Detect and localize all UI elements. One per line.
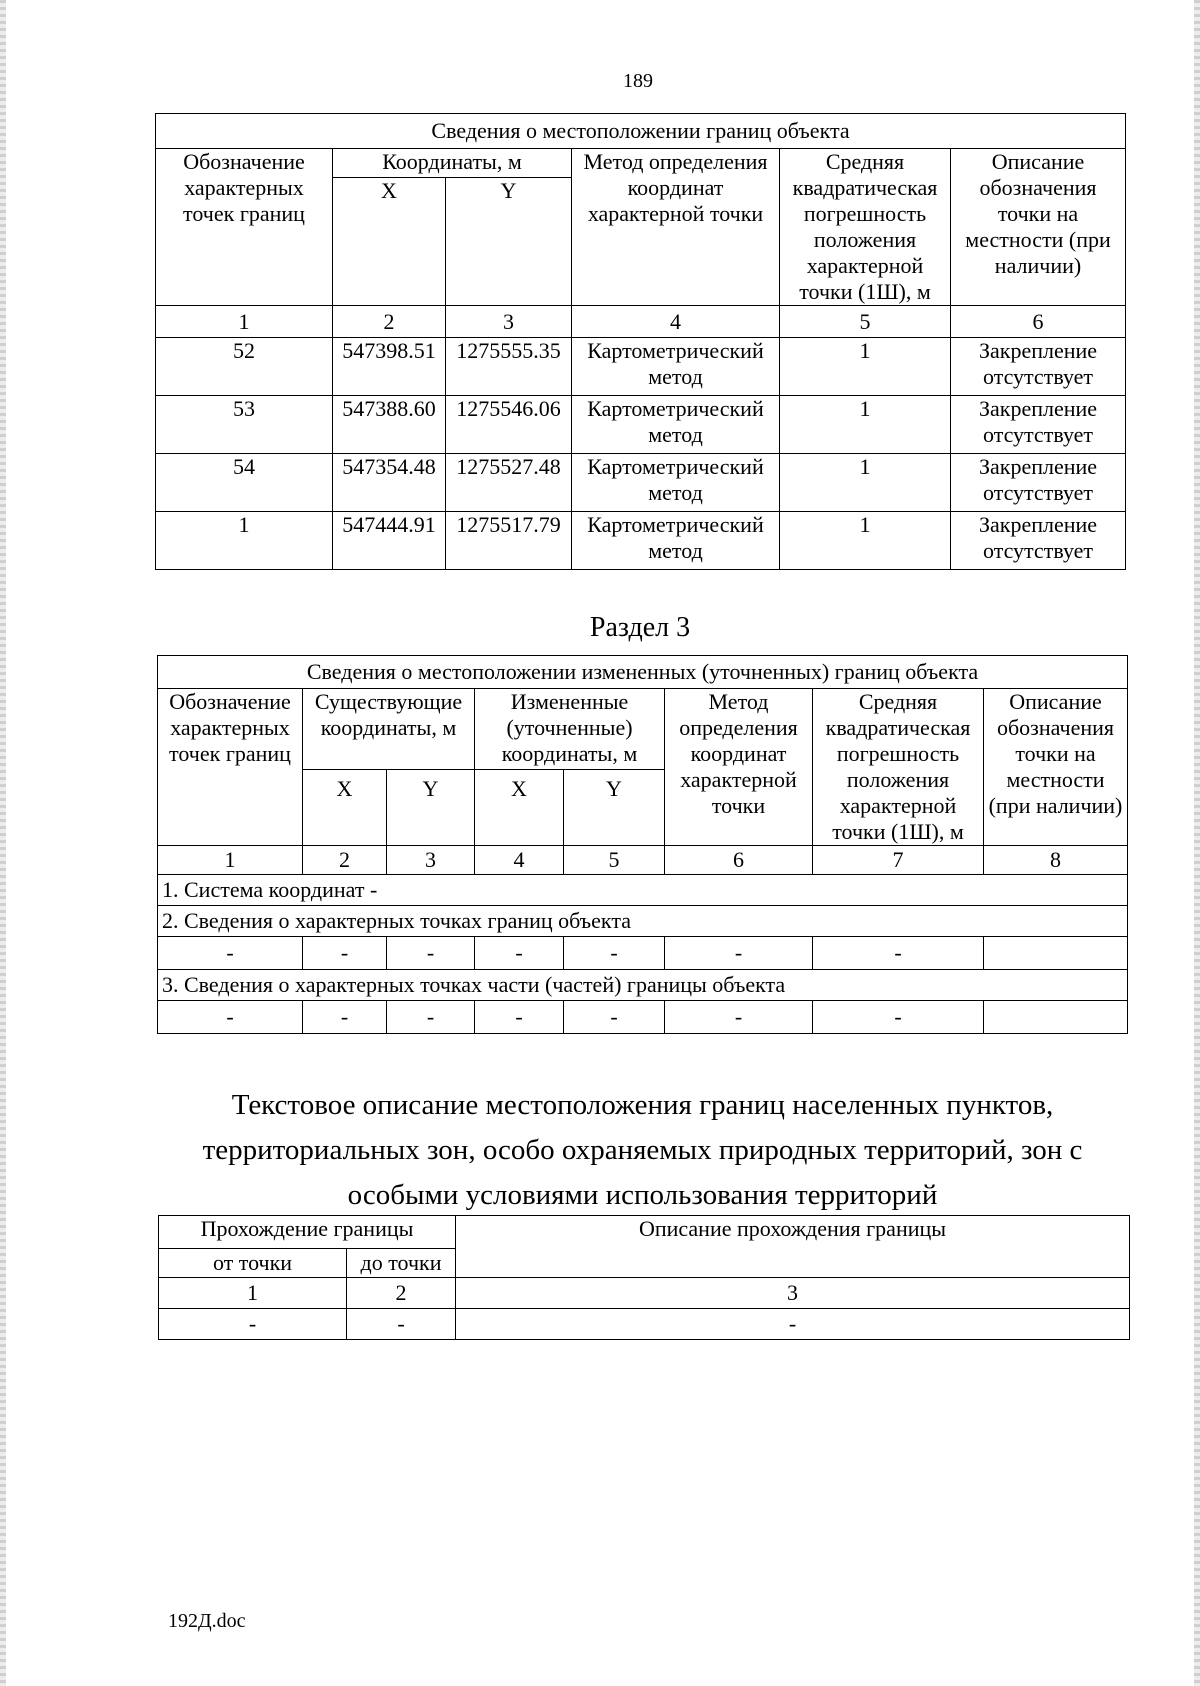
header-error: Средняя квадратическая погрешность положения характерной точки (1Ш), м	[780, 149, 951, 306]
header-method: Метод определения координат характерной точки	[665, 689, 813, 846]
header-y: Y	[446, 178, 572, 306]
cell-method: Картометрический метод	[572, 512, 780, 570]
cell-point: 1	[156, 512, 333, 570]
cell-empty: -	[303, 1001, 387, 1034]
column-number: 6	[951, 306, 1126, 338]
cell-empty: -	[564, 1001, 665, 1034]
header-existing-coordinates: Существующие координаты, м	[303, 689, 475, 770]
cell-empty: -	[158, 1001, 303, 1034]
header-changed-coordinates: Измененные (уточненные) координаты, м	[475, 689, 665, 770]
footer-filename: 192Д.doc	[168, 1610, 246, 1632]
table-row	[158, 1001, 1128, 1034]
cell-point: 54	[156, 454, 333, 512]
cell-y: 1275546.06	[446, 396, 572, 454]
column-number: 5	[564, 846, 665, 875]
subsection-boundary-points: 2. Сведения о характерных точках границ объекта	[158, 906, 1128, 937]
header-description: Описание обозначения точки на местности (при наличии)	[984, 689, 1128, 846]
column-number: 8	[984, 846, 1128, 875]
cell-description: Закрепление отсутствует	[951, 338, 1126, 396]
cell-y: 1275555.35	[446, 338, 572, 396]
cell-description: Закрепление отсутствует	[951, 512, 1126, 570]
column-number: 1	[159, 1278, 347, 1309]
header-passage: Прохождение границы	[159, 1216, 456, 1249]
scan-edge-right	[1194, 0, 1200, 1686]
cell-empty: -	[475, 937, 564, 970]
column-number: 4	[572, 306, 780, 338]
header-method: Метод определения координат характерной точки	[572, 149, 780, 306]
cell-empty: -	[387, 937, 475, 970]
header-x: X	[475, 770, 564, 846]
table-caption: Сведения о местоположении границ объекта	[156, 114, 1126, 149]
cell-method: Картометрический метод	[572, 454, 780, 512]
cell-point: 53	[156, 396, 333, 454]
scan-edge-left	[0, 0, 6, 1686]
cell-y: 1275517.79	[446, 512, 572, 570]
table-row	[159, 1309, 1130, 1340]
column-number: 1	[156, 306, 333, 338]
cell-x: 547388.60	[333, 396, 446, 454]
column-number: 3	[387, 846, 475, 875]
table-row	[156, 338, 1126, 396]
column-number: 2	[303, 846, 387, 875]
cell-x: 547398.51	[333, 338, 446, 396]
header-x: X	[303, 770, 387, 846]
cell-empty: -	[387, 1001, 475, 1034]
cell-empty: -	[665, 1001, 813, 1034]
header-passage-description: Описание прохождения границы	[456, 1216, 1130, 1278]
cell-description: Закрепление отсутствует	[951, 454, 1126, 512]
table-row	[156, 396, 1126, 454]
header-error: Средняя квадратическая погрешность положения характерной точки (1Ш), м	[813, 689, 984, 846]
header-coordinates: Координаты, м	[333, 149, 572, 178]
cell-empty: -	[813, 937, 984, 970]
cell-point: 52	[156, 338, 333, 396]
column-number: 6	[665, 846, 813, 875]
header-to-point: до точки	[347, 1249, 456, 1278]
page-number: 189	[623, 70, 653, 92]
cell-error: 1	[780, 338, 951, 396]
text-description-heading: Текстовое описание местоположения границ населенных пунктов, территориальных зон, особо охраняемых природных территорий, зон с особыми условиями использования территорий	[202, 1089, 1083, 1211]
header-from-point: от точки	[159, 1249, 347, 1278]
cell-empty: -	[475, 1001, 564, 1034]
cell-method: Картометрический метод	[572, 396, 780, 454]
column-number: 2	[347, 1278, 456, 1309]
cell-empty: -	[159, 1309, 347, 1340]
table-row	[156, 454, 1126, 512]
cell-x: 547354.48	[333, 454, 446, 512]
table-row	[158, 937, 1128, 970]
cell-error: 1	[780, 512, 951, 570]
boundary-passage-table	[158, 1215, 1130, 1340]
column-number: 7	[813, 846, 984, 875]
cell-error: 1	[780, 396, 951, 454]
cell-description: Закрепление отсутствует	[951, 396, 1126, 454]
cell-empty: -	[813, 1001, 984, 1034]
header-designation: Обозначение характерных точек границ	[158, 689, 303, 846]
cell-x: 547444.91	[333, 512, 446, 570]
cell-empty: -	[456, 1309, 1130, 1340]
cell-empty: -	[665, 937, 813, 970]
header-designation: Обозначение характерных точек границ	[156, 149, 333, 306]
boundary-location-table	[155, 113, 1126, 570]
cell-y: 1275527.48	[446, 454, 572, 512]
changed-boundary-table	[157, 655, 1128, 1034]
cell-empty	[984, 1001, 1128, 1034]
column-number: 5	[780, 306, 951, 338]
header-description: Описание обозначения точки на местности (при наличии)	[951, 149, 1126, 306]
header-y: Y	[564, 770, 665, 846]
subsection-part-boundary-points: 3. Сведения о характерных точках части (частей) границы объекта	[158, 970, 1128, 1001]
column-number: 3	[446, 306, 572, 338]
column-number: 4	[475, 846, 564, 875]
table-row	[156, 512, 1126, 570]
subsection-coordinate-system: 1. Система координат -	[158, 875, 1128, 906]
cell-error: 1	[780, 454, 951, 512]
cell-empty: -	[347, 1309, 456, 1340]
cell-method: Картометрический метод	[572, 338, 780, 396]
cell-empty	[984, 937, 1128, 970]
column-number: 3	[456, 1278, 1130, 1309]
column-number: 1	[158, 846, 303, 875]
cell-empty: -	[158, 937, 303, 970]
header-y: Y	[387, 770, 475, 846]
column-number: 2	[333, 306, 446, 338]
cell-empty: -	[564, 937, 665, 970]
cell-empty: -	[303, 937, 387, 970]
header-x: X	[333, 178, 446, 306]
section-title: Раздел 3	[589, 612, 691, 643]
table-caption: Сведения о местоположении измененных (уточненных) границ объекта	[158, 656, 1128, 689]
